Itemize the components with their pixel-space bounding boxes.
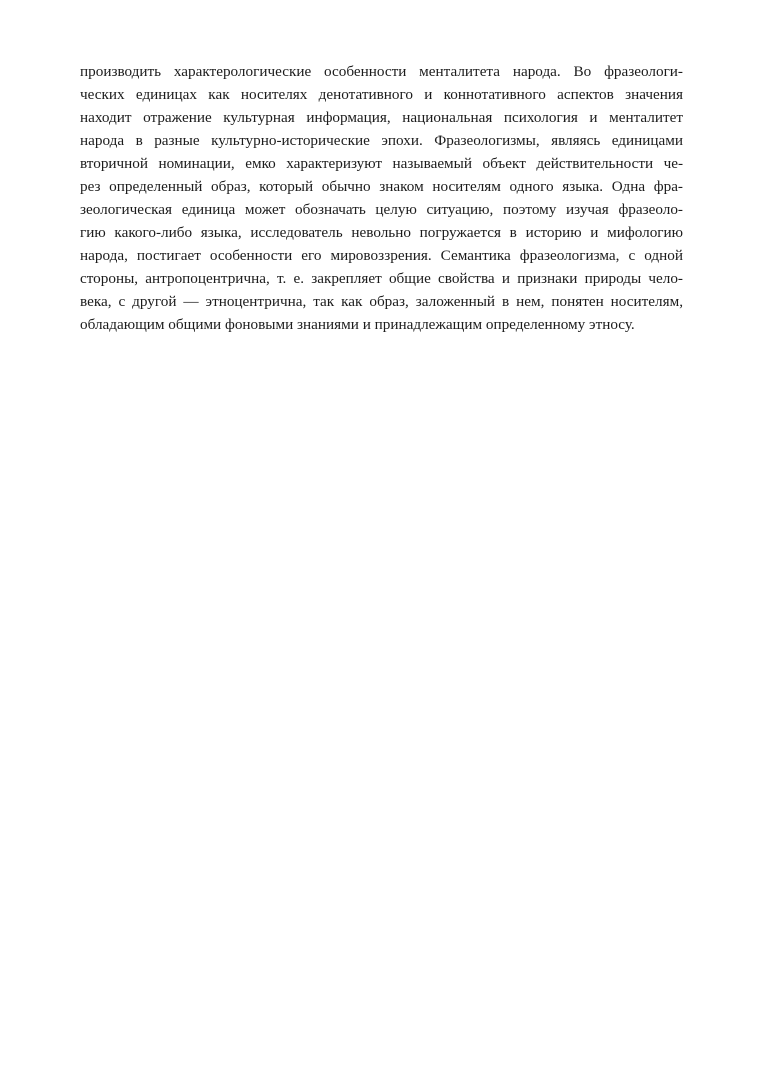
paragraph-line: зеологическая единица может обозначать целую ситуацию, поэтому изучая фразеоло- (80, 201, 683, 218)
paragraph-line: века, с другой — этноцентрична, так как образ, заложенный в нем, понятен носителям, (80, 293, 683, 310)
paragraph-line: народа в разные культурно-исторические эпохи. Фразеологизмы, являясь единицами (80, 132, 683, 149)
paragraph-line: народа, постигает особенности его мировоззрения. Семантика фразеологизма, с одной (80, 247, 683, 264)
paragraph-line: рез определенный образ, который обычно знаком носителям одного языка. Одна фра- (80, 178, 683, 195)
paragraph-line: производить характерологические особенности менталитета народа. Во фразеологи- (80, 63, 683, 80)
paragraph-line: ческих единицах как носителях денотативного и коннотативного аспектов значения (80, 86, 683, 103)
body-paragraph (80, 60, 683, 336)
paragraph-line: находит отражение культурная информация, национальная психология и менталитет (80, 109, 683, 126)
paragraph-line: стороны, антропоцентрична, т. е. закрепляет общие свойства и признаки природы чело- (80, 270, 683, 287)
paragraph-line: обладающим общими фоновыми знаниями и принадлежащим определенному этносу. (80, 316, 635, 333)
paragraph-line: вторичной номинации, емко характеризуют называемый объект действительности че- (80, 155, 683, 172)
paragraph-line: гию какого-либо языка, исследователь невольно погружается в историю и мифологию (80, 224, 683, 241)
